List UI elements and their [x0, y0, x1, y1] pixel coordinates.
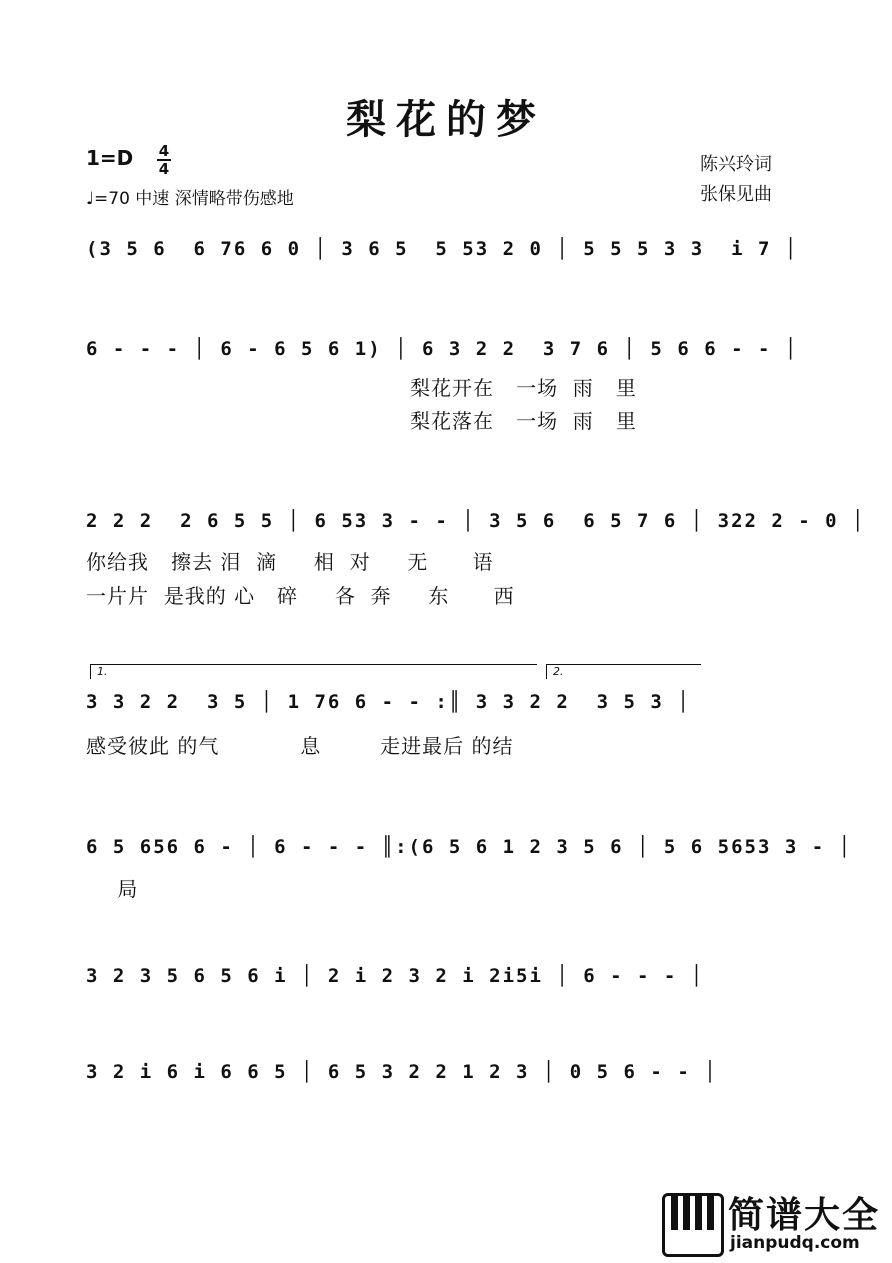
lyric-line-5-verse-1: 局: [110, 877, 139, 901]
logo-brand-text: 简谱大全: [728, 1195, 881, 1236]
lyric-line-3-verse-2: 一片片 是我的 心 碎 各 奔 东 西: [86, 584, 515, 608]
score-line-1: (3 5 6 6 76 6 0 │ 3 6 5 5 53 2 0 │ 5 5 5 3 3 i 7 │: [86, 238, 799, 260]
lyric-line-4-verse-1: 感受彼此 的气 息 走进最后 的结: [86, 734, 514, 758]
lyric-line-2-verse-1: 梨花开在 一场 雨 里: [410, 376, 637, 400]
piano-keys-icon: [662, 1193, 724, 1257]
key-signature: 1=D: [86, 146, 134, 170]
time-signature-top: 4: [158, 142, 170, 160]
logo-url-text: jianpudq.com: [730, 1233, 860, 1253]
score-line-7: 3 2 i 6 i 6 6 5 │ 6 5 3 2 2 1 2 3 │ 0 5 6 - - │: [86, 1061, 718, 1083]
score-line-3: 2 2 2 2 6 5 5 │ 6 53 3 - - │ 3 5 6 6 5 7 6 │ 322 2 - 0 │: [86, 510, 866, 532]
volta-bracket-2: 2.: [546, 664, 701, 679]
lyricist-credit: 陈兴玲词: [700, 154, 772, 175]
score-line-6: 3 2 3 5 6 5 6 i │ 2 i 2 3 2 i 2i5i │ 6 - - - │: [86, 965, 705, 987]
score-line-2: 6 - - - │ 6 - 6 5 6 1) │ 6 3 2 2 3 7 6 │ 5 6 6 - - │: [86, 338, 799, 360]
composer-credit: 张保见曲: [700, 184, 772, 205]
lyric-line-3-verse-1: 你给我 擦去 泪 滴 相 对 无 语: [86, 550, 494, 574]
tempo-marking: ♩=70 中速 深情略带伤感地: [86, 189, 294, 209]
time-signature: [156, 143, 172, 177]
song-title: 梨花的梦: [346, 96, 546, 143]
score-line-5: 6 5 656 6 - │ 6 - - - ║:(6 5 6 1 2 3 5 6 │ 5 6 5653 3 - │: [86, 836, 853, 858]
score-line-4: 3 3 2 2 3 5 │ 1 76 6 - - :║ 3 3 2 2 3 5 3 │: [86, 691, 691, 713]
time-signature-bottom: 4: [158, 160, 170, 178]
volta-bracket-1: 1.: [90, 664, 537, 679]
site-logo: [662, 1187, 886, 1257]
lyric-line-2-verse-2: 梨花落在 一场 雨 里: [410, 409, 637, 433]
